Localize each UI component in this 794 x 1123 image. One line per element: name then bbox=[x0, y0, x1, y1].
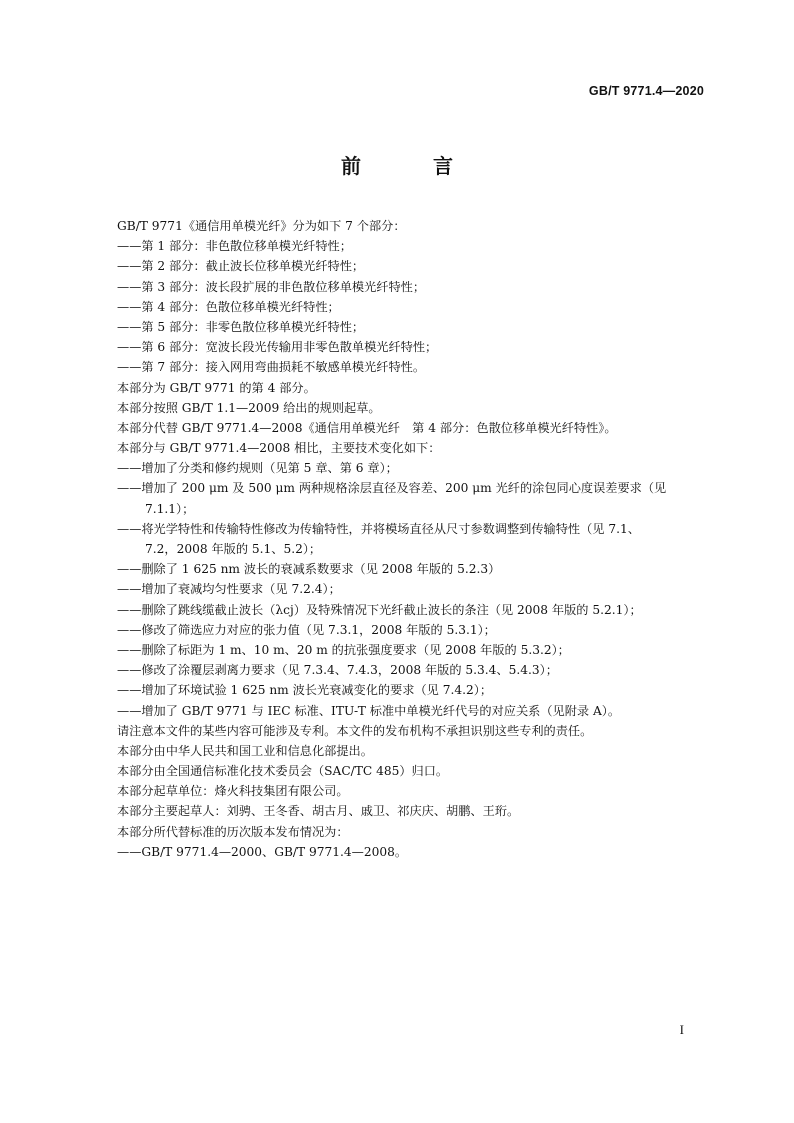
paragraph-line: 本部分按照 GB/T 1.1—2009 给出的规则起草。 bbox=[117, 400, 381, 415]
paragraph-line: 本部分为 GB/T 9771 的第 4 部分。 bbox=[117, 380, 316, 395]
paragraph-line: 本部分由中华人民共和国工业和信息化部提出。 bbox=[117, 743, 373, 758]
list-item: ——增加了分类和修约规则（见第 5 章、第 6 章）； bbox=[117, 461, 398, 476]
list-item: ——增加了环境试验 1 625 nm 波长光衰减变化的要求（见 7.4.2）； bbox=[117, 683, 493, 698]
list-item: ——增加了衰减均匀性要求（见 7.2.4）； bbox=[117, 582, 341, 597]
list-item: ——第 7 部分：接入网用弯曲损耗不敏感单模光纤特性。 bbox=[117, 360, 426, 375]
paragraph-line: 本部分与 GB/T 9771.4—2008 相比，主要技术变化如下： bbox=[117, 441, 441, 456]
paragraph-line: 本部分由全国通信标准化技术委员会（SAC/TC 485）归口。 bbox=[117, 764, 449, 779]
page-number: I bbox=[679, 1022, 684, 1037]
list-item: ——第 1 部分：非色散位移单模光纤特性； bbox=[117, 239, 352, 254]
list-item: ——第 2 部分：截止波长位移单模光纤特性； bbox=[117, 259, 365, 274]
list-item: ——删除了跳线缆截止波长（λcj）及特殊情况下光纤截止波长的条注（见 2008 年版的 5.2.1）； bbox=[117, 602, 642, 617]
list-item-continuation: 7.1.1）； bbox=[145, 501, 195, 516]
list-item: ——增加了 200 μm 及 500 μm 两种规格涂层直径及容差、200 μm 光纤的涂包同心度误差要求（见 bbox=[117, 481, 667, 496]
list-item: ——第 6 部分：宽波长段光传输用非零色散单模光纤特性； bbox=[117, 340, 438, 355]
standard-code: GB/T 9771.4—2020 bbox=[588, 84, 704, 98]
list-item: ——GB/T 9771.4—2000、GB/T 9771.4—2008。 bbox=[117, 844, 408, 859]
paragraph-line: 请注意本文件的某些内容可能涉及专利。本文件的发布机构不承担识别这些专利的责任。 bbox=[117, 723, 593, 738]
list-item: ——第 4 部分：色散位移单模光纤特性； bbox=[117, 299, 340, 314]
foreword-body bbox=[117, 216, 717, 862]
list-item: ——将光学特性和传输特性修改为传输特性，并将模场直径从尺寸参数调整到传输特性（见 7.1、 bbox=[117, 521, 640, 536]
paragraph-line: GB/T 9771《通信用单模光纤》分为如下 7 个部分： bbox=[117, 219, 406, 233]
list-item: ——增加了 GB/T 9771 与 IEC 标准、ITU-T 标准中单模光纤代号的对应关系（见附录 A）。 bbox=[117, 703, 621, 718]
list-item-continuation: 7.2，2008 年版的 5.1、5.2）； bbox=[145, 542, 322, 556]
list-item: ——修改了筛选应力对应的张力值（见 7.3.1，2008 年版的 5.3.1）； bbox=[117, 622, 496, 637]
list-item: ——第 5 部分：非零色散位移单模光纤特性； bbox=[117, 319, 365, 334]
paragraph-line: 本部分所代替标准的历次版本发布情况为： bbox=[117, 824, 349, 839]
list-item: ——第 3 部分：波长段扩展的非色散位移单模光纤特性； bbox=[117, 279, 426, 294]
list-item: ——删除了标距为 1 m、10 m、20 m 的抗张强度要求（见 2008 年版的 5.3.2）； bbox=[117, 642, 570, 657]
list-item: ——删除了 1 625 nm 波长的衰减系数要求（见 2008 年版的 5.2.3） bbox=[117, 562, 501, 577]
paragraph-line: 本部分主要起草人：刘骋、王冬香、胡古月、戚卫、祁庆庆、胡鹏、王珩。 bbox=[117, 804, 520, 819]
list-item: ——修改了涂覆层剥离力要求（见 7.3.4、7.4.3，2008 年版的 5.3.4、5.4.3）； bbox=[117, 663, 558, 678]
paragraph-line: 本部分代替 GB/T 9771.4—2008《通信用单模光纤 第 4 部分：色散位移单模光纤特性》。 bbox=[117, 420, 617, 435]
page-title: 前 言 bbox=[341, 154, 479, 178]
paragraph-line: 本部分起草单位：烽火科技集团有限公司。 bbox=[117, 784, 349, 799]
